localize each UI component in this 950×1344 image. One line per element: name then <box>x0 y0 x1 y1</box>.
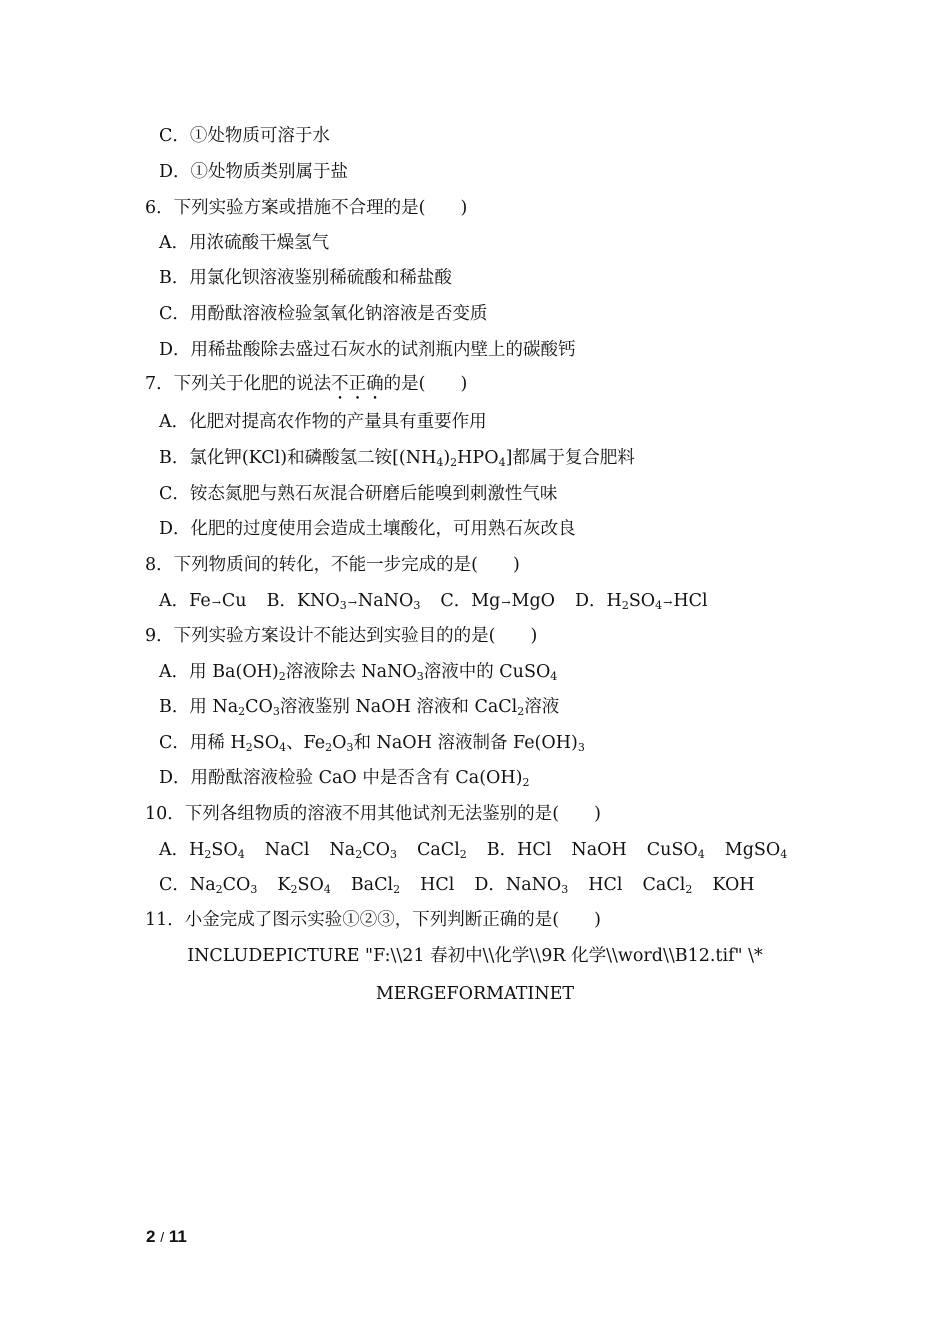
q7-option-c: C．铵态氮肥与熟石灰混合研磨后能嗅到刺激性气味 <box>159 484 558 504</box>
q10-options-cd <box>159 873 755 897</box>
q6-stem: 6．下列实验方案或措施不合理的是( ) <box>145 198 468 218</box>
arrow-icon: → <box>501 596 511 609</box>
q7-option-d: D．化肥的过度使用会造成土壤酸化，可用熟石灰改良 <box>159 519 576 539</box>
q7-option-b-pre: B．氯化钾(KCl)和磷酸氢二铵[(NH <box>159 448 437 468</box>
q10-options-ab <box>159 838 787 862</box>
arrow-icon: → <box>211 596 221 609</box>
q7-stem-post: 的是( ) <box>383 374 468 394</box>
sub: 2 <box>450 456 458 469</box>
q5-option-d: D．①处物质类别属于盐 <box>159 162 349 182</box>
q7-option-a: A．化肥对提高农作物的产量具有重要作用 <box>159 412 487 432</box>
q8-options <box>159 589 708 615</box>
arrow-icon: → <box>347 596 357 609</box>
q10-option-c: C．$Na_2CO_3$ $K_2SO_4$ BaCl$_2$ HCl <box>159 875 455 896</box>
q6-option-b: B．用氯化钡溶液鉴别稀硫酸和稀盐酸 <box>159 268 452 288</box>
q8-option-b: B．$KNO_3\to NaNO_3$ <box>266 591 421 612</box>
q7-option-b <box>159 446 635 470</box>
q8-option-d: D．$H_2SO_4\to HCl$ <box>575 591 708 612</box>
q9-option-d: D．用酚酞溶液检验 CaO 中是否含有 $Ca(OH)_2$ <box>159 768 530 789</box>
q8-option-c: C．Mg→MgO <box>440 591 556 611</box>
q10-stem: 10．下列各组物质的溶液不用其他试剂无法鉴别的是( ) <box>145 804 601 824</box>
q7-option-b-mid2: HPO <box>457 448 499 468</box>
q9-stem: 9．下列实验方案设计不能达到实验目的的是( ) <box>145 626 538 646</box>
sub: 4 <box>498 456 506 469</box>
q7-option-b-mid: ) <box>443 448 451 468</box>
q8-stem: 8．下列物质间的转化，不能一步完成的是( ) <box>145 555 520 575</box>
field-code-line-1: INCLUDEPICTURE "F:\\21 春初中\\化学\\9R 化学\\word\\B12.tif" \* <box>187 946 763 966</box>
page-number <box>146 1227 187 1247</box>
q6-option-c: C．用酚酞溶液检验氢氧化钠溶液是否变质 <box>159 304 488 324</box>
sub: 4 <box>436 456 444 469</box>
field-code-line-2: MERGEFORMATINET <box>375 984 575 1004</box>
q6-option-d: D．用稀盐酸除去盛过石灰水的试剂瓶内壁上的碳酸钙 <box>159 340 576 360</box>
q7-option-b-post: ]都属于复合肥料 <box>505 448 635 468</box>
q7-stem-emphasis: 不正确 <box>331 374 384 394</box>
q10-option-a: A．$H_2SO_4$ NaCl $Na_2CO_3$ CaCl$_2$ <box>159 840 467 861</box>
q9-option-c: C．用稀 $H_2SO_4$、$Fe_2O_3$和 NaOH 溶液制备 $Fe(OH)_3$ <box>159 733 585 754</box>
arrow-icon: → <box>663 596 673 609</box>
page-current: 2 <box>146 1227 156 1246</box>
page-separator: / <box>160 1229 165 1245</box>
q10-option-d: D．NaNO$_3$ HCl CaCl$_2$ KOH <box>474 875 755 896</box>
q9-option-b: B．用 $Na_2CO_3$溶液鉴别 NaOH 溶液和 CaCl$_2$溶液 <box>159 697 560 718</box>
q5-option-c: C．①处物质可溶于水 <box>159 126 330 146</box>
q7-stem <box>145 372 467 404</box>
q9-option-a: A．用 $Ba(OH)_2$溶液除去 NaNO$_3$溶液中的 CuSO$_4$ <box>159 662 558 683</box>
q6-option-a: A．用浓硫酸干燥氢气 <box>159 233 330 253</box>
q8-option-a: A．Fe→Cu <box>159 591 247 611</box>
q11-stem: 11．小金完成了图示实验①②③，下列判断正确的是( ) <box>145 910 601 930</box>
q10-option-b: B．HCl NaOH CuSO$_4$ MgSO$_4$ <box>486 840 788 861</box>
q7-stem-pre: 7．下列关于化肥的说法 <box>145 374 332 394</box>
page-total: 11 <box>168 1227 187 1246</box>
